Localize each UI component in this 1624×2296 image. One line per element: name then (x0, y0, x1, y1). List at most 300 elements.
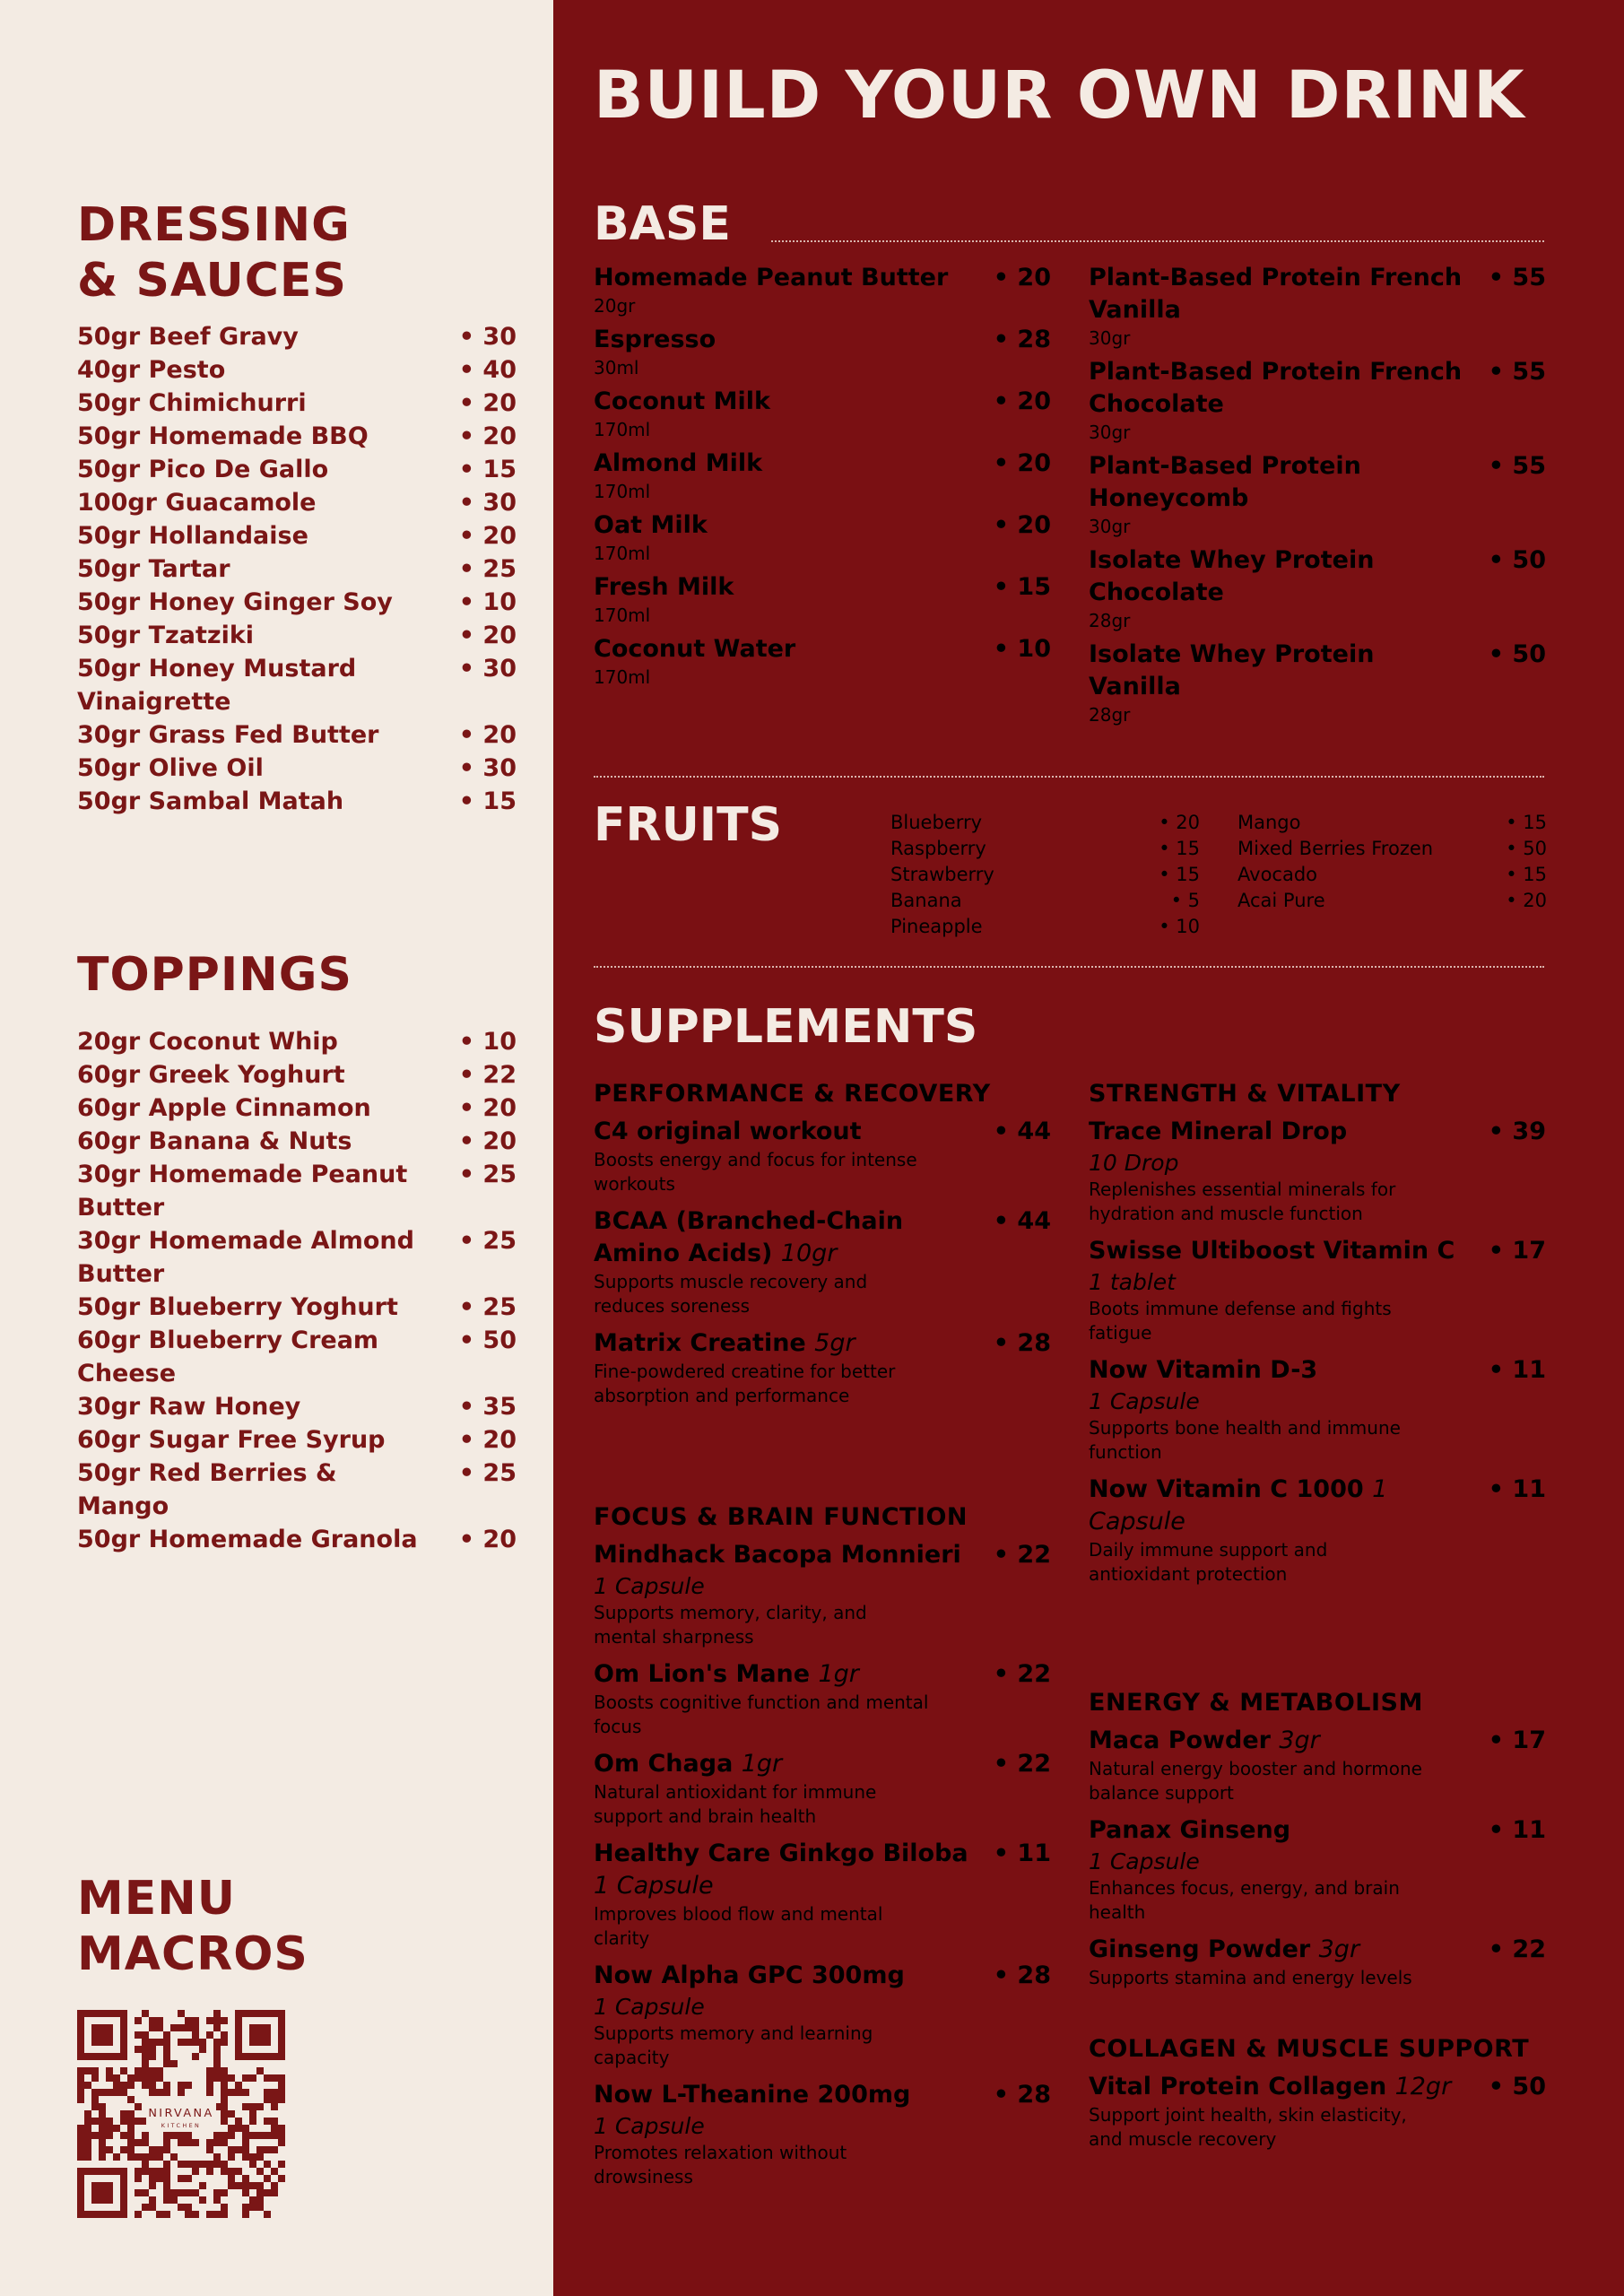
item-name: 50gr Beef Gravy (77, 323, 299, 351)
supplement-name: Panax Ginseng (1089, 1816, 1291, 1844)
item-price: • 30 (458, 323, 517, 351)
item-name: Isolate Whey Protein Vanilla (1089, 640, 1375, 700)
supplement-row (594, 1539, 1051, 1571)
item-name: 40gr Pesto (77, 356, 226, 384)
performance-items (594, 1116, 1051, 1408)
fruit-price: • 5 (1170, 890, 1200, 911)
item-price: • 30 (458, 754, 517, 782)
supplement-item (594, 1539, 1051, 1649)
item-price: • 25 (458, 1227, 517, 1255)
supplement-item (1089, 1474, 1546, 1587)
item-size: 30ml (594, 357, 639, 378)
supplement-price: • 22 (993, 1541, 1051, 1569)
supplement-name-line (1089, 1814, 1290, 1847)
menu-macros-heading (77, 1871, 308, 1982)
supplement-row (594, 1116, 1051, 1148)
menu-item (77, 387, 517, 420)
dressing-list (77, 320, 517, 818)
supplement-name: Vital Protein Collagen (1089, 2073, 1387, 2100)
supplement-name: Matrix Creatine (594, 1329, 806, 1357)
item-name: Espresso (594, 326, 716, 353)
supplement-description: Enhances focus, energy, and brain health (1089, 1877, 1400, 1923)
item-name: 50gr Honey Mustard Vinaigrette (77, 655, 357, 716)
supplement-row (594, 1748, 1051, 1780)
supplement-name-line (1089, 2071, 1451, 2103)
menu-item (77, 752, 517, 785)
supplement-description: Daily immune support and antioxidant protection (1089, 1539, 1328, 1585)
item-price: • 28 (993, 326, 1051, 353)
item-name: Fresh Milk (594, 573, 734, 601)
supplement-price: • 44 (993, 1118, 1051, 1145)
item-price: • 55 (1488, 264, 1546, 291)
base-item-row (1089, 262, 1546, 326)
qr-brand-sub (161, 2122, 202, 2129)
strength-vitality-group (1089, 1078, 1546, 1596)
supplement-name-line (594, 1327, 855, 1360)
fruit-item (890, 810, 1200, 836)
supplement-price: • 50 (1488, 2073, 1546, 2100)
supplement-row (594, 1960, 1051, 1992)
focus-brain-group (594, 1501, 1051, 2198)
fruit-name: Raspberry (890, 838, 986, 859)
supplement-row (594, 1205, 1051, 1270)
collagen-items (1089, 2071, 1546, 2152)
base-item-row (1089, 544, 1546, 609)
supplement-description: Fine-powdered creatine for better absorption and performance (594, 1361, 896, 1406)
supplement-dose-line: 1 Capsule (594, 1573, 705, 1599)
supplement-item (594, 1205, 1051, 1318)
fruit-name: Blueberry (890, 812, 983, 833)
supplement-price: • 22 (993, 1660, 1051, 1688)
supplement-dose-line: 1 Capsule (1089, 1848, 1200, 1874)
fruit-item (890, 888, 1200, 914)
supplement-dose-line: 1 Capsule (594, 2113, 705, 2139)
supplement-dose: 10gr (780, 1239, 838, 1267)
fruit-name: Banana (890, 890, 962, 911)
supplement-name: Swisse Ultiboost Vitamin C (1089, 1237, 1455, 1265)
menu-item (77, 320, 517, 353)
supplement-item (1089, 1814, 1546, 1925)
item-name: 50gr Tzatziki (77, 622, 255, 649)
supplement-price: • 11 (1488, 1816, 1546, 1844)
category-title: ENERGY & METABOLISM (1089, 1689, 1423, 1717)
supplement-item (594, 1960, 1051, 2070)
menu-item (77, 1125, 517, 1158)
qr-brand: NIRVANA (148, 2107, 214, 2121)
item-price: • 20 (993, 264, 1051, 291)
supplement-row (594, 1327, 1051, 1360)
menu-item (77, 586, 517, 619)
supplement-description: Supports memory and learning capacity (594, 2022, 873, 2068)
supplement-description: Support joint health, skin elasticity, and muscle recovery (1089, 2104, 1407, 2150)
fruit-price: • 15 (1506, 864, 1547, 885)
base-item-row (1089, 639, 1546, 703)
item-size: 170ml (594, 419, 651, 440)
menu-item (77, 1291, 517, 1324)
base-item-row (594, 448, 1051, 480)
page-title: BUILD YOUR OWN DRINK (594, 57, 1525, 134)
item-price: • 50 (458, 1326, 517, 1354)
item-size: 170ml (594, 543, 651, 564)
base-item (1089, 450, 1546, 539)
supplement-item (594, 1327, 1051, 1408)
menu-item (77, 1158, 517, 1224)
item-name: 60gr Banana & Nuts (77, 1127, 352, 1155)
item-name: 60gr Sugar Free Syrup (77, 1426, 386, 1454)
item-name: 50gr Chimichurri (77, 389, 307, 417)
supplement-price: • 44 (993, 1207, 1051, 1235)
fruit-price: • 20 (1506, 890, 1547, 911)
fruit-item (1238, 810, 1547, 836)
item-name: Plant-Based Protein French Chocolate (1089, 358, 1463, 418)
base-item-row (1089, 450, 1546, 515)
supplement-name-line (1089, 1235, 1455, 1267)
supplement-dose: 12gr (1394, 2073, 1452, 2100)
supplement-price: • 22 (993, 1750, 1051, 1778)
base-item-row (594, 633, 1051, 665)
fruit-item (1238, 888, 1547, 914)
base-heading: BASE (594, 197, 731, 251)
supplement-dose: 5gr (814, 1329, 855, 1357)
menu-item (77, 652, 517, 718)
supplement-dose-line: 1 tablet (1089, 1269, 1176, 1295)
supplement-price: • 11 (993, 1839, 1051, 1867)
supplement-name-line (594, 1960, 905, 1992)
supplement-price: • 11 (1488, 1356, 1546, 1384)
item-price: • 30 (458, 655, 517, 683)
supplement-name: BCAA (Branched-Chain Amino Acids) (594, 1207, 904, 1267)
item-price: • 20 (458, 389, 517, 417)
base-item (1089, 262, 1546, 351)
supplement-name: Now Alpha GPC 300mg (594, 1961, 905, 1989)
menu-item (77, 1058, 517, 1091)
supplement-row (1089, 1116, 1546, 1148)
supplement-name-line (1089, 1725, 1320, 1757)
item-price: • 20 (458, 721, 517, 749)
item-name: Coconut Milk (594, 387, 771, 415)
supplement-dose-line: 10 Drop (1089, 1150, 1179, 1176)
supplement-item (594, 2079, 1051, 2189)
item-price: • 22 (458, 1061, 517, 1089)
supplement-row (1089, 1354, 1546, 1387)
supplement-name-line (594, 1658, 859, 1691)
item-name: 50gr Olive Oil (77, 754, 264, 782)
item-size: 30gr (1089, 516, 1131, 537)
item-name: Coconut Water (594, 635, 796, 663)
fruit-price: • 15 (1159, 864, 1200, 885)
fruit-price: • 10 (1159, 916, 1200, 937)
item-name: 20gr Coconut Whip (77, 1028, 338, 1056)
supplement-description: Supports stamina and energy levels (1089, 1967, 1412, 1988)
supplement-description: Boots immune defense and fights fatigue (1089, 1298, 1392, 1344)
base-item-row (1089, 356, 1546, 421)
fruit-price: • 20 (1159, 812, 1200, 833)
base-item (1089, 544, 1546, 633)
supplement-name: Om Lion's Mane (594, 1660, 811, 1688)
item-price: • 20 (993, 511, 1051, 539)
item-price: • 10 (458, 1028, 517, 1056)
supplement-description: Supports memory, clarity, and mental sharpness (594, 1602, 867, 1648)
supplement-item (594, 1748, 1051, 1829)
supplement-description: Promotes relaxation without drowsiness (594, 2142, 847, 2187)
supplement-row (1089, 1474, 1546, 1538)
menu-item (77, 1025, 517, 1058)
base-item (594, 324, 1051, 380)
heading-line: & SAUCES (77, 254, 347, 308)
item-name: 50gr Red Berries & Mango (77, 1459, 337, 1520)
fruit-name: Acai Pure (1238, 890, 1325, 911)
supplement-name-line (1089, 1354, 1317, 1387)
item-size: 170ml (594, 481, 651, 502)
category-title: PERFORMANCE & RECOVERY (594, 1080, 991, 1108)
supplement-item (594, 1116, 1051, 1196)
menu-item (77, 1324, 517, 1390)
item-size: 30gr (1089, 327, 1131, 349)
fruits-heading: FRUITS (594, 798, 783, 852)
item-name: 30gr Homemade Almond Butter (77, 1227, 414, 1288)
item-name: 50gr Sambal Matah (77, 787, 344, 815)
item-price: • 15 (458, 456, 517, 483)
menu-item (77, 1390, 517, 1423)
supplement-name: Now Vitamin D-3 (1089, 1356, 1318, 1384)
base-item-row (594, 324, 1051, 356)
supplement-row (594, 1658, 1051, 1691)
base-item (594, 262, 1051, 318)
item-price: • 10 (993, 635, 1051, 663)
divider (594, 776, 1544, 778)
item-name: 50gr Tartar (77, 555, 230, 583)
item-name: Almond Milk (594, 449, 763, 477)
item-name: 30gr Raw Honey (77, 1393, 301, 1421)
item-price: • 20 (458, 1526, 517, 1553)
fruit-price: • 15 (1159, 838, 1200, 859)
supplement-dose-line: 1 Capsule (1089, 1388, 1200, 1414)
divider (771, 240, 1544, 242)
fruit-item (1238, 862, 1547, 888)
supplements-heading: SUPPLEMENTS (594, 1000, 978, 1054)
item-name: 60gr Blueberry Cream Cheese (77, 1326, 379, 1387)
item-price: • 25 (458, 1293, 517, 1321)
menu-item (77, 1091, 517, 1125)
supplement-price: • 17 (1488, 1726, 1546, 1754)
performance-recovery-group (594, 1078, 1051, 1417)
supplement-name: Mindhack Bacopa Monnieri (594, 1541, 961, 1569)
item-price: • 25 (458, 555, 517, 583)
item-price: • 20 (458, 622, 517, 649)
base-item (1089, 356, 1546, 445)
supplement-description: Improves blood flow and mental clarity (594, 1903, 883, 1949)
supplement-price: • 28 (993, 1961, 1051, 1989)
item-price: • 55 (1488, 358, 1546, 386)
menu-item (77, 619, 517, 652)
supplement-row (1089, 1934, 1546, 1966)
toppings-list (77, 1025, 517, 1556)
menu-item (77, 1423, 517, 1457)
supplement-name-line (594, 1116, 862, 1148)
menu-item (77, 453, 517, 486)
item-name: 50gr Honey Ginger Soy (77, 588, 393, 616)
fruit-name: Strawberry (890, 864, 994, 885)
menu-item (77, 1523, 517, 1556)
base-item-row (594, 386, 1051, 418)
item-name: 50gr Pico De Gallo (77, 456, 329, 483)
supplement-item (1089, 1934, 1546, 1990)
menu-item (77, 718, 517, 752)
base-item-row (594, 509, 1051, 542)
base-item (594, 633, 1051, 690)
qr-code[interactable] (77, 2010, 285, 2218)
item-size: 28gr (1089, 704, 1131, 726)
energy-items (1089, 1725, 1546, 1990)
item-price: • 40 (458, 356, 517, 384)
supplement-name: Trace Mineral Drop (1089, 1118, 1348, 1145)
item-name: Plant-Based Protein Honeycomb (1089, 452, 1361, 512)
menu-item (77, 1457, 517, 1523)
supplement-dose: 1 Capsule (1089, 1475, 1388, 1535)
item-price: • 50 (1488, 640, 1546, 668)
supplement-item (1089, 1354, 1546, 1465)
supplement-item (1089, 1725, 1546, 1805)
supplement-description: Supports bone health and immune function (1089, 1417, 1401, 1463)
item-price: • 50 (1488, 546, 1546, 574)
item-size: 20gr (594, 295, 636, 317)
fruit-price: • 15 (1506, 812, 1547, 833)
supplement-price: • 17 (1488, 1237, 1546, 1265)
item-name: Oat Milk (594, 511, 708, 539)
supplement-row (594, 1838, 1051, 1902)
supplement-description: Replenishes essential minerals for hydration and muscle function (1089, 1178, 1396, 1224)
item-size: 28gr (1089, 610, 1131, 631)
divider (594, 966, 1544, 968)
supplement-name-line (594, 1539, 961, 1571)
item-name: Plant-Based Protein French Vanilla (1089, 264, 1463, 324)
supplement-name: Om Chaga (594, 1750, 734, 1778)
item-price: • 20 (458, 1127, 517, 1155)
item-price: • 55 (1488, 452, 1546, 480)
item-price: • 35 (458, 1393, 517, 1421)
item-price: • 25 (458, 1161, 517, 1188)
supplement-dose-line: 1 Capsule (594, 1994, 705, 2020)
supplement-name: Maca Powder (1089, 1726, 1271, 1754)
item-price: • 25 (458, 1459, 517, 1487)
supplement-dose: 1gr (818, 1660, 859, 1688)
focus-items (594, 1539, 1051, 2189)
fruits-right-list (1238, 810, 1547, 914)
base-right-column (1089, 262, 1546, 733)
supplement-row (1089, 2071, 1546, 2103)
fruits-left-list (890, 810, 1200, 940)
item-size: 170ml (594, 604, 651, 626)
supplement-description: Boosts energy and focus for intense workouts (594, 1149, 917, 1195)
item-size: 30gr (1089, 422, 1131, 443)
item-price: • 20 (458, 1426, 517, 1454)
item-name: 60gr Apple Cinnamon (77, 1094, 371, 1122)
supplement-description: Natural antioxidant for immune support and brain health (594, 1781, 877, 1827)
fruit-name: Avocado (1238, 864, 1318, 885)
supplement-name: Healthy Care Ginkgo Biloba (594, 1839, 968, 1867)
base-item (1089, 639, 1546, 727)
category-title: COLLAGEN & MUSCLE SUPPORT (1089, 2035, 1530, 2063)
item-name: Homemade Peanut Butter (594, 264, 949, 291)
supplement-name-line (1089, 1116, 1347, 1148)
supplement-name: Ginseng Powder (1089, 1935, 1311, 1963)
supplement-name-line (594, 1838, 970, 1902)
supplement-dose: 3gr (1279, 1726, 1320, 1754)
menu-item (77, 519, 517, 552)
base-item-row (594, 262, 1051, 294)
supplement-description: Boosts cognitive function and mental focus (594, 1692, 929, 1737)
supplement-price: • 11 (1488, 1475, 1546, 1503)
item-name: 50gr Homemade BBQ (77, 422, 369, 450)
supplement-item (594, 1838, 1051, 1951)
item-name: 50gr Homemade Granola (77, 1526, 418, 1553)
item-name: 30gr Homemade Peanut Butter (77, 1161, 408, 1222)
supplement-row (1089, 1725, 1546, 1757)
supplement-item (1089, 2071, 1546, 2152)
supplement-name: Now Vitamin C 1000 (1089, 1475, 1364, 1503)
supplement-price: • 28 (993, 2081, 1051, 2109)
base-item (594, 509, 1051, 566)
heading-line: MENU (77, 1872, 237, 1926)
item-price: • 15 (458, 787, 517, 815)
fruit-name: Pineapple (890, 916, 983, 937)
dressing-sauces-heading (77, 197, 351, 309)
supplement-name: C4 original workout (594, 1118, 862, 1145)
supplement-dose: 1 Capsule (594, 1872, 714, 1900)
supplement-row (1089, 1235, 1546, 1267)
supplement-description: Natural energy booster and hormone balance support (1089, 1758, 1422, 1804)
fruit-item (890, 914, 1200, 940)
item-name: Isolate Whey Protein Chocolate (1089, 546, 1375, 606)
menu-item (77, 1224, 517, 1291)
item-price: • 30 (458, 489, 517, 517)
item-price: • 20 (458, 522, 517, 550)
energy-metabolism-group (1089, 1687, 1546, 1999)
supplement-item (594, 1658, 1051, 1739)
category-title: STRENGTH & VITALITY (1089, 1080, 1401, 1108)
fruit-name: Mango (1238, 812, 1301, 833)
base-left-column (594, 262, 1051, 695)
item-price: • 10 (458, 588, 517, 616)
supplement-dose: 1gr (741, 1750, 783, 1778)
menu-item (77, 420, 517, 453)
fruit-item (890, 862, 1200, 888)
menu-item (77, 552, 517, 586)
base-item (594, 386, 1051, 442)
item-price: • 20 (458, 422, 517, 450)
item-price: • 20 (458, 1094, 517, 1122)
supplement-price: • 28 (993, 1329, 1051, 1357)
menu-item (77, 785, 517, 818)
menu-item (77, 486, 517, 519)
supplement-name-line (594, 2079, 910, 2111)
supplement-name-line (1089, 1474, 1465, 1538)
supplement-item (1089, 1235, 1546, 1345)
category-title: FOCUS & BRAIN FUNCTION (594, 1503, 968, 1531)
menu-item (77, 353, 517, 387)
item-name: 100gr Guacamole (77, 489, 317, 517)
supplement-price: • 39 (1488, 1118, 1546, 1145)
strength-items (1089, 1116, 1546, 1587)
supplement-name-line (1089, 1934, 1359, 1966)
fruit-name: Mixed Berries Frozen (1238, 838, 1434, 859)
toppings-heading: TOPPINGS (77, 948, 352, 1002)
collagen-muscle-group (1089, 2033, 1546, 2161)
item-name: 30gr Grass Fed Butter (77, 721, 379, 749)
left-panel (0, 0, 553, 2296)
supplement-name-line (594, 1748, 782, 1780)
item-price: • 15 (993, 573, 1051, 601)
